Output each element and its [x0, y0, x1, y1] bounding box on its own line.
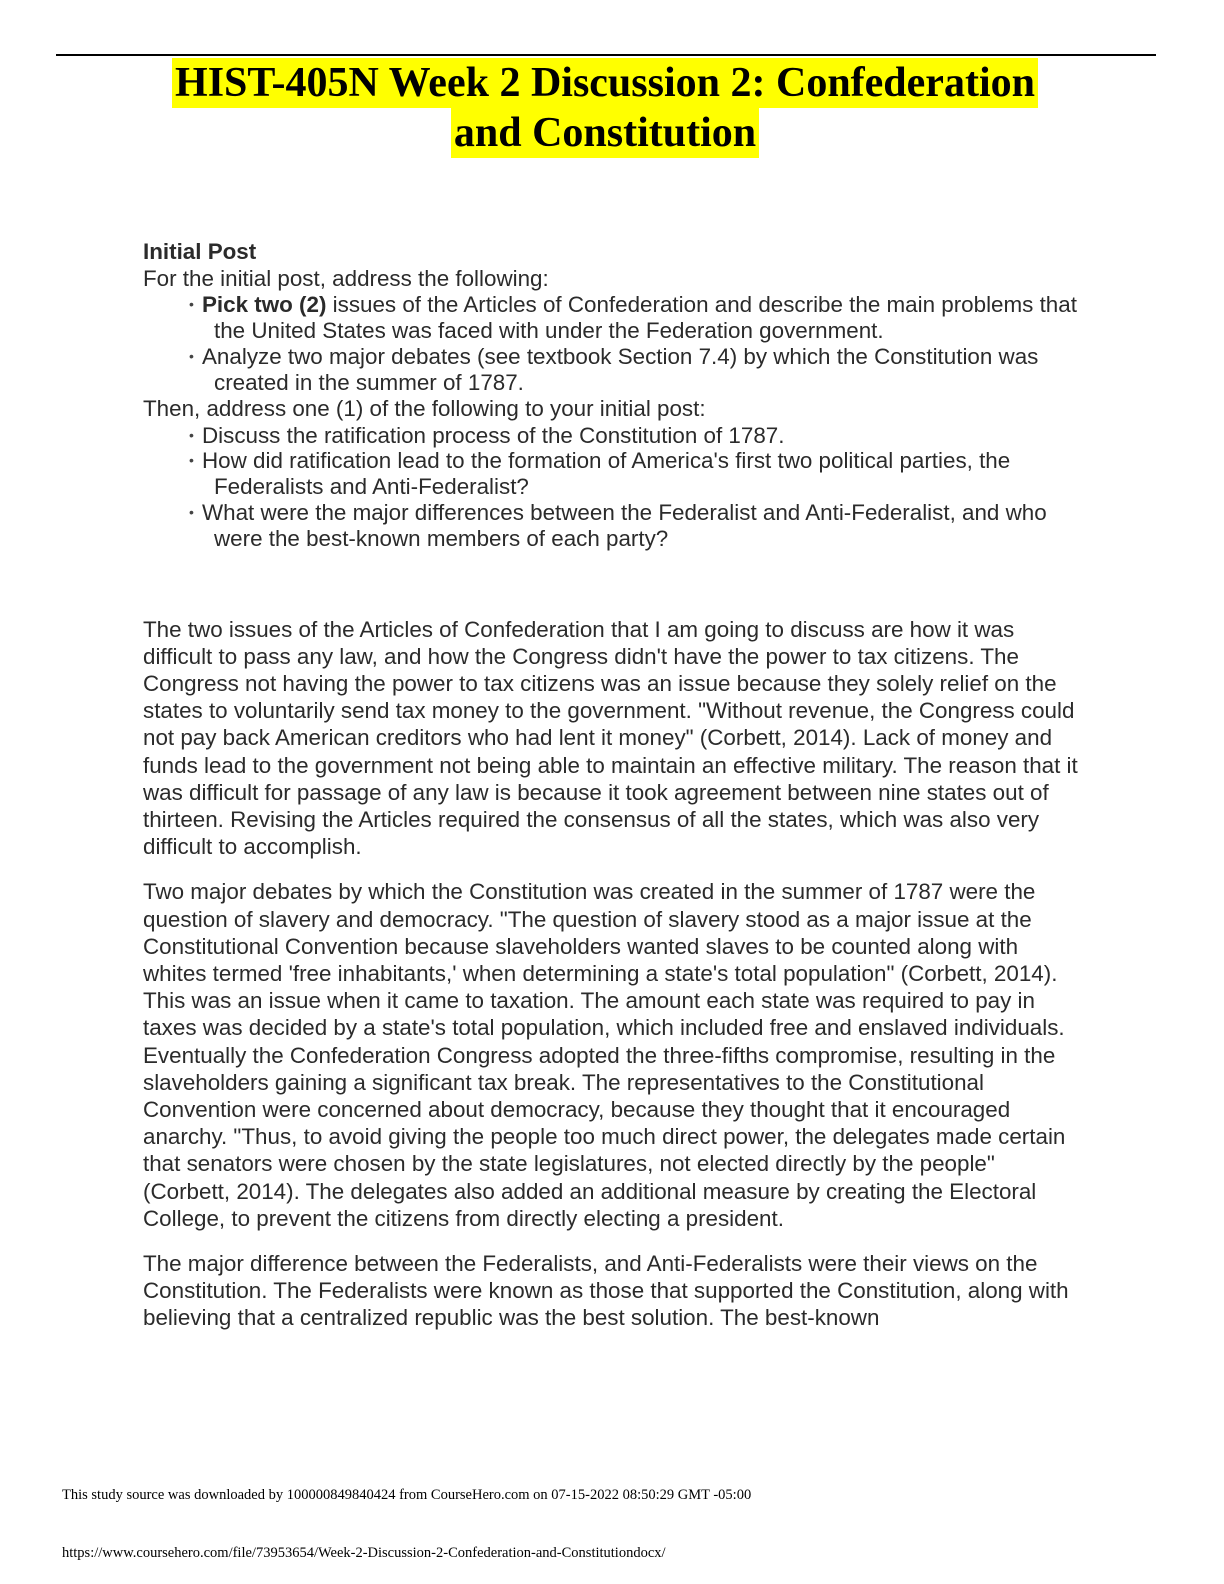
download-notice: This study source was downloaded by 100000849840424 from CourseHero.com on 07-15-2022 08:50:29 GMT -05:00 — [62, 1487, 752, 1503]
list-item-text: What were the major differences between the Federalist and Anti-Federalist, and who were the best-known members of each party? — [202, 499, 1047, 551]
list-item-text: Discuss the ratification process of the Constitution of 1787. — [202, 422, 785, 448]
list-item — [143, 292, 1083, 344]
body-paragraph: The major difference between the Federalists, and Anti-Federalists were their views on the Constitution. The Federalists were known as those that supported the Constitution, along with believing that a centralized republic was the best solution. The best-known — [143, 1251, 1069, 1331]
list-item — [143, 448, 1083, 500]
document-title — [100, 58, 1110, 158]
source-url: https://www.coursehero.com/file/73953654/Week-2-Discussion-2-Confederation-and-Constitutiondocx/ — [62, 1545, 666, 1561]
document-body — [143, 238, 1083, 1332]
prompt-list-1 — [143, 292, 1083, 395]
body-paragraph: Two major debates by which the Constitution was created in the summer of 1787 were the question of slavery and democracy. "The question of slavery stood as a major issue at the Constitutional Convention because slaveholders wanted slaves to be counted along with whites termed 'free inhabitants,' when determining a state's total population" (Corbett, 2014). This was an issue when it came to taxation. The amount each state was required to pay in taxes was decided by a state's total population, which included free and enslaved individuals. Eventually the Confederation Congress adopted the three-fifths compromise, resulting in the slaveholders gaining a significant tax break. The representatives to the Constitutional Convention were concerned about democracy, because they thought that it encouraged anarchy. "Thus, to avoid giving the people too much direct power, the delegates made certain that senators were chosen by the state legislatures, not elected directly by the people" (Corbett, 2014). The delegates also added an additional measure by creating the Electoral College, to prevent the citizens from directly electing a president. — [143, 879, 1066, 1231]
intro-text: For the initial post, address the following: — [143, 266, 549, 291]
bullet-icon: • — [189, 347, 194, 364]
list-item — [143, 500, 1083, 552]
list-item-text: issues of the Articles of Confederation and describe the main problems that the United States was faced with under the Federation government. — [214, 292, 1077, 343]
bullet-icon: • — [189, 503, 194, 520]
prompt-list-2 — [143, 423, 1083, 552]
section-heading: Initial Post — [143, 239, 257, 264]
list-item-bold: Pick two (2) — [202, 292, 327, 318]
top-rule — [56, 54, 1156, 56]
bullet-icon: • — [189, 296, 194, 313]
title-line-2: and Constitution — [451, 108, 759, 158]
list-item-text: Analyze two major debates (see textbook Section 7.4) by which the Constitution was created in the summer of 1787. — [202, 343, 1039, 395]
list-item-text: How did ratification lead to the formation of America's first two political parties, the Federalists and Anti-Federalist? — [202, 448, 1011, 500]
bullet-icon: • — [189, 452, 194, 469]
bullet-icon: • — [189, 426, 194, 443]
list-item — [143, 344, 1083, 396]
title-line-1: HIST-405N Week 2 Discussion 2: Confederation — [172, 58, 1038, 108]
list-item — [143, 423, 1083, 449]
body-paragraph: The two issues of the Articles of Confederation that I am going to discuss are how it was difficult to pass any law, and how the Congress didn't have the power to tax citizens. The Congress not having the power to tax citizens was an issue because they solely relief on the states to voluntarily send tax money to the government. "Without revenue, the Congress could not pay back American creditors who had lent it money" (Corbett, 2014). Lack of money and funds lead to the government not being able to maintain an effective military. The reason that it was difficult for passage of any law is because it took agreement between nine states out of thirteen. Revising the Articles required the consensus of all the states, which was also very difficult to accomplish. — [143, 616, 1078, 860]
then-text: Then, address one (1) of the following to your initial post: — [143, 396, 706, 422]
